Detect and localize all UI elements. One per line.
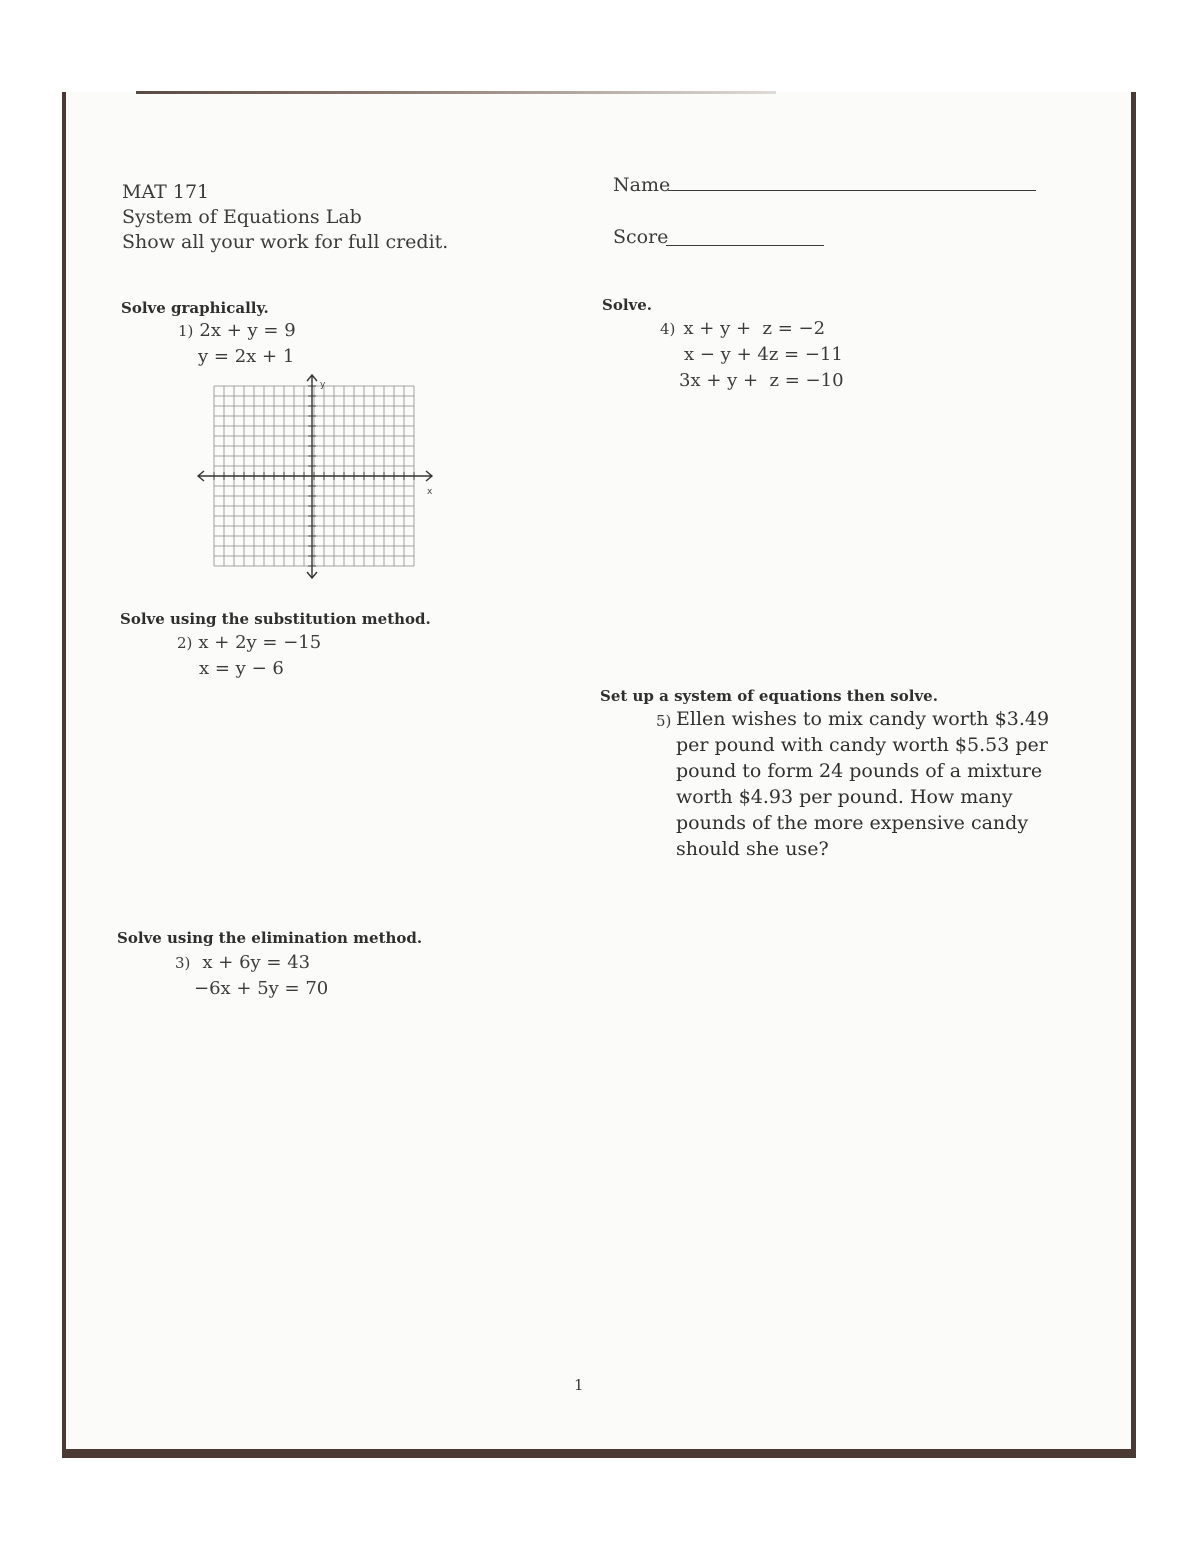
problem-number: 2) — [177, 634, 193, 652]
word-problem-line: pounds of the more expensive candy — [676, 812, 1029, 834]
equation: −6x + 5y = 70 — [194, 978, 329, 999]
score-line — [666, 226, 824, 246]
section-heading-substitution: Solve using the substitution method. — [120, 610, 431, 628]
worksheet-title: System of Equations Lab — [122, 206, 362, 228]
equation: x + 2y = −15 — [198, 632, 322, 653]
section-heading-solve: Solve. — [602, 296, 653, 314]
problem-1 — [178, 318, 296, 344]
equation: 2x + y = 9 — [199, 320, 296, 341]
page-number: 1 — [574, 1376, 584, 1394]
section-heading-setup: Set up a system of equations then solve. — [600, 687, 938, 705]
course-code: MAT 171 — [122, 181, 210, 203]
equation: y = 2x + 1 — [198, 346, 295, 367]
coordinate-grid — [195, 372, 440, 582]
score-label: Score — [613, 226, 669, 248]
word-problem-text — [676, 706, 1049, 862]
equation: 3x + y + z = −10 — [679, 370, 844, 391]
problem-number: 1) — [178, 322, 194, 340]
equation: x + y + z = −2 — [683, 318, 826, 339]
instructions: Show all your work for full credit. — [122, 231, 449, 253]
name-label: Name — [613, 174, 671, 196]
problem-3 — [175, 950, 310, 976]
problem-5-number — [656, 711, 677, 730]
word-problem-line: should she use? — [676, 838, 829, 860]
problem-number: 4) — [660, 320, 676, 338]
equation: x + 6y = 43 — [202, 952, 311, 973]
word-problem-line: per pound with candy worth $5.53 per — [676, 734, 1048, 756]
problem-4 — [660, 316, 825, 342]
word-problem-line: pound to form 24 pounds of a mixture — [676, 760, 1043, 782]
problem-number: 5) — [656, 712, 672, 730]
word-problem-line: worth $4.93 per pound. How many — [676, 786, 1013, 808]
word-problem-line: Ellen wishes to mix candy worth $3.49 — [676, 708, 1050, 730]
problem-number: 3) — [175, 954, 191, 972]
equation: x − y + 4z = −11 — [684, 344, 843, 365]
name-line — [668, 173, 1036, 191]
section-heading-elimination: Solve using the elimination method. — [117, 929, 423, 947]
problem-2 — [177, 630, 321, 656]
equation: x = y − 6 — [199, 658, 284, 679]
x-axis-label: x — [427, 487, 433, 497]
section-heading-graphically: Solve graphically. — [121, 299, 269, 317]
header-block — [122, 180, 448, 255]
y-axis-label: y — [320, 380, 326, 390]
